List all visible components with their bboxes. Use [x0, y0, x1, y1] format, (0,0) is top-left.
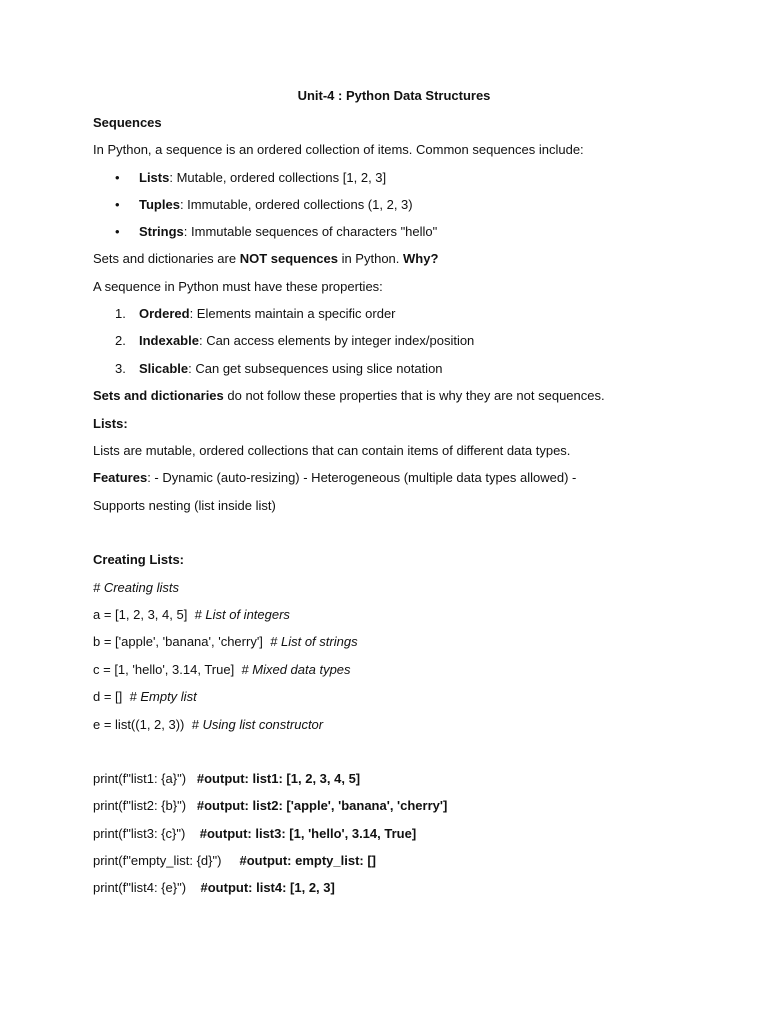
code-text: c = [1, 'hello', 3.14, True]	[93, 662, 242, 677]
list-item	[115, 197, 413, 213]
code-line-comment: # Using list constructor	[191, 717, 324, 732]
number-mark: 2.	[115, 333, 126, 348]
bullet-desc: : Immutable, ordered collections (1, 2, 3)	[179, 197, 413, 212]
print-line	[93, 880, 335, 896]
print-code: print(f"list4: {e}")	[93, 880, 201, 895]
creating-lists-heading: Creating Lists:	[93, 552, 185, 567]
print-line	[93, 853, 376, 869]
number-mark: 1.	[115, 306, 126, 321]
not-sequences-line	[93, 251, 438, 267]
code-comment: # Creating lists	[93, 580, 179, 595]
lists-description: Lists are mutable, ordered collections that can contain items of different data types.	[93, 443, 571, 458]
code-line-comment: # List of strings	[270, 634, 358, 649]
print-output: #output: list2: ['apple', 'banana', 'cherry']	[196, 798, 448, 813]
sequences-heading: Sequences	[93, 115, 162, 130]
bullet-term: Lists	[139, 170, 170, 185]
print-code: print(f"list1: {a}")	[93, 771, 197, 786]
print-output: #output: list1: [1, 2, 3, 4, 5]	[196, 771, 361, 786]
print-line	[93, 826, 416, 842]
bullet-desc: : Mutable, ordered collections [1, 2, 3]	[169, 170, 387, 185]
print-output: #output: list3: [1, 'hello', 3.14, True]	[199, 826, 417, 841]
bullet-mark: •	[115, 170, 120, 185]
print-output: #output: empty_list: []	[239, 853, 377, 868]
code-text: b = ['apple', 'banana', 'cherry']	[93, 634, 271, 649]
features-text: : - Dynamic (auto-resizing) - Heterogeneous (multiple data types allowed) -	[147, 470, 577, 485]
not-seq-mid: in Python.	[337, 251, 404, 266]
bullet-mark: •	[115, 197, 120, 212]
sets-note-bold: Sets and dictionaries	[93, 388, 224, 403]
print-line	[93, 798, 447, 814]
property-desc: : Can access elements by integer index/position	[198, 333, 475, 348]
print-line	[93, 771, 360, 787]
property-desc: : Elements maintain a specific order	[189, 306, 396, 321]
sequences-intro: In Python, a sequence is an ordered collection of items. Common sequences include:	[93, 142, 584, 157]
property-term: Slicable	[139, 361, 189, 376]
code-text: d = []	[93, 689, 130, 704]
code-line-comment: # Empty list	[129, 689, 197, 704]
property-term: Ordered	[139, 306, 190, 321]
print-output: #output: list4: [1, 2, 3]	[200, 880, 335, 895]
list-item	[115, 361, 443, 377]
bullet-term: Strings	[139, 224, 184, 239]
not-seq-bold: NOT sequences	[239, 251, 338, 266]
lists-heading: Lists:	[93, 416, 128, 431]
print-code: print(f"list2: {b}")	[93, 798, 197, 813]
print-code: print(f"empty_list: {d}")	[93, 853, 240, 868]
code-line-comment: # Mixed data types	[241, 662, 351, 677]
not-seq-why: Why?	[403, 251, 439, 266]
code-text: a = [1, 2, 3, 4, 5]	[93, 607, 195, 622]
not-seq-pre: Sets and dictionaries are	[93, 251, 240, 266]
features-bold: Features	[93, 470, 148, 485]
list-item	[115, 170, 386, 186]
code-line	[93, 607, 290, 623]
code-line	[93, 634, 358, 650]
bullet-mark: •	[115, 224, 120, 239]
bullet-term: Tuples	[139, 197, 180, 212]
code-line-comment: # List of integers	[194, 607, 290, 622]
features-line-2: Supports nesting (list inside list)	[93, 498, 276, 513]
document-title: Unit-4 : Python Data Structures	[297, 88, 491, 103]
number-mark: 3.	[115, 361, 126, 376]
list-item	[115, 333, 474, 349]
code-line	[93, 689, 197, 705]
list-item	[115, 224, 437, 240]
property-term: Indexable	[139, 333, 199, 348]
sets-note	[93, 388, 605, 404]
features-line	[93, 470, 576, 486]
print-code: print(f"list3: {c}")	[93, 826, 200, 841]
property-desc: : Can get subsequences using slice notation	[188, 361, 443, 376]
sets-note-rest: do not follow these properties that is why they are not sequences.	[223, 388, 605, 403]
code-line	[93, 662, 351, 678]
bullet-desc: : Immutable sequences of characters "hello"	[183, 224, 438, 239]
code-text: e = list((1, 2, 3))	[93, 717, 192, 732]
list-item	[115, 306, 396, 322]
properties-intro: A sequence in Python must have these properties:	[93, 279, 383, 294]
code-line	[93, 717, 323, 733]
